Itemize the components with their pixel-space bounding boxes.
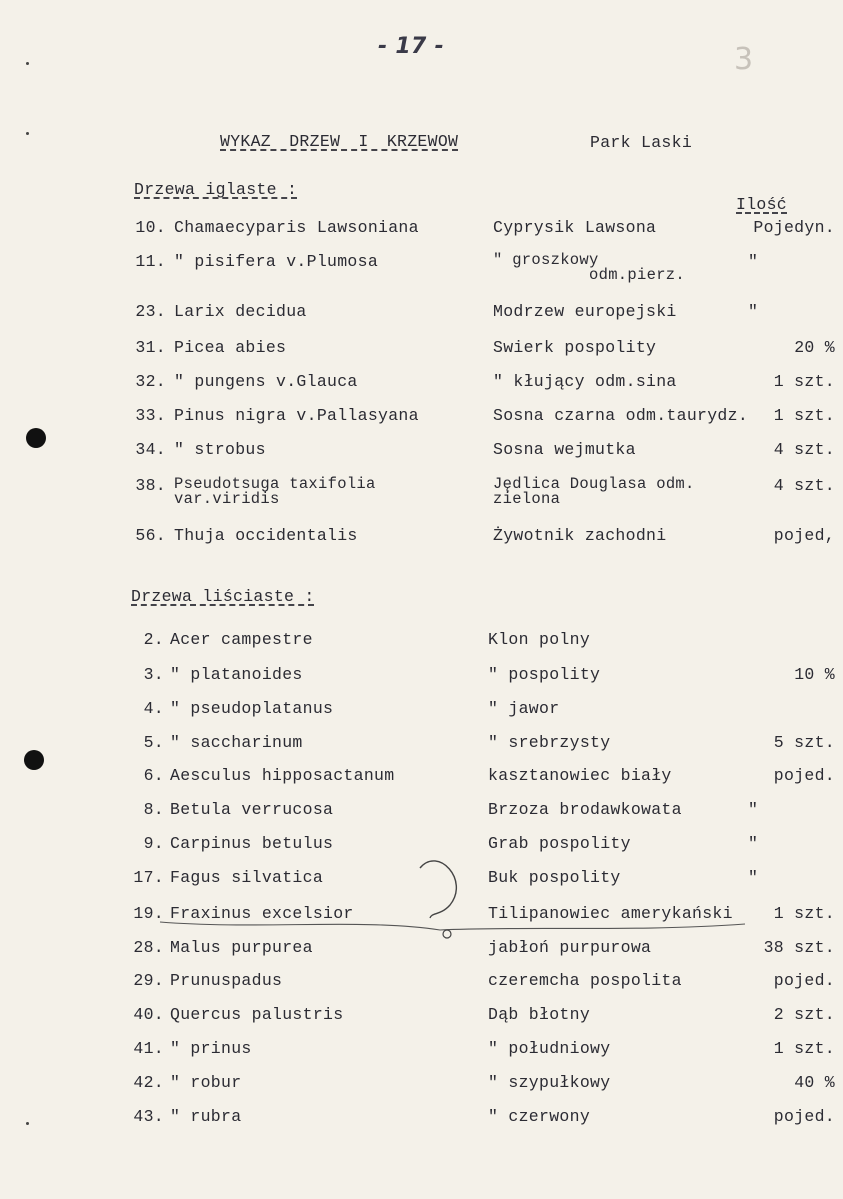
list-item <box>0 733 843 755</box>
latin-name: " rubra <box>170 1107 242 1126</box>
polish-name: Dąb błotny <box>488 1005 591 1024</box>
quantity: 20 % <box>794 338 835 357</box>
margin-dot <box>26 62 29 65</box>
entry-number: 3. <box>143 665 164 684</box>
latin-name: Pseudotsuga taxifolia <box>174 475 376 493</box>
list-item <box>0 699 843 721</box>
entry-number: 43. <box>133 1107 164 1126</box>
quantity: 2 szt. <box>773 1005 835 1024</box>
latin-name: " strobus <box>174 440 266 459</box>
quantity: 4 szt. <box>773 476 835 495</box>
list-item <box>0 218 843 240</box>
list-item <box>0 338 843 360</box>
latin-name-line2: var.viridis <box>174 490 280 508</box>
list-item <box>0 665 843 687</box>
entry-number: 33. <box>135 406 166 425</box>
polish-name-line2: zielona <box>493 490 561 508</box>
list-item <box>0 868 843 890</box>
polish-name: Sosna czarna odm.taurydz. <box>493 406 749 425</box>
polish-name: jabłoń purpurowa <box>488 938 652 957</box>
latin-name: Carpinus betulus <box>170 834 334 853</box>
entry-number: 32. <box>135 372 166 391</box>
latin-name: " pungens v.Glauca <box>174 372 358 391</box>
quantity: 4 szt. <box>773 440 835 459</box>
polish-name: Tilipanowiec amerykański <box>488 904 733 923</box>
polish-name: Grab pospolity <box>488 834 631 853</box>
polish-name: kasztanowiec biały <box>488 766 672 785</box>
latin-name: Prunuspadus <box>170 971 283 990</box>
quantity: 1 szt. <box>773 406 835 425</box>
polish-name: Cyprysik Lawsona <box>493 218 657 237</box>
latin-name: " saccharinum <box>170 733 303 752</box>
page-number: - 17 - <box>378 34 444 59</box>
entry-number: 41. <box>133 1039 164 1058</box>
polish-name: Modrzew europejski <box>493 302 677 321</box>
list-item <box>0 1005 843 1027</box>
entry-number: 56. <box>135 526 166 545</box>
list-item <box>0 630 843 652</box>
list-item <box>0 372 843 394</box>
latin-name: Larix decidua <box>174 302 307 321</box>
latin-name: " pseudoplatanus <box>170 699 334 718</box>
polish-name: Buk pospolity <box>488 868 621 887</box>
polish-name: czeremcha pospolita <box>488 971 682 990</box>
polish-name: Brzoza brodawkowata <box>488 800 682 819</box>
list-item <box>0 1107 843 1129</box>
entry-number: 29. <box>133 971 164 990</box>
deciduous-header: Drzewa liściaste : <box>131 587 315 606</box>
quantity: " <box>748 868 759 887</box>
location-label: Park Laski <box>590 133 693 152</box>
polish-name: " srebrzysty <box>488 733 611 752</box>
quantity: 5 szt. <box>773 733 835 752</box>
conifers-header: Drzewa iglaste : <box>134 180 298 199</box>
entry-number: 17. <box>133 868 164 887</box>
latin-name: Thuja occidentalis <box>174 526 358 545</box>
latin-name: " platanoides <box>170 665 303 684</box>
list-item <box>0 1073 843 1095</box>
pencil-note: 3 <box>734 42 754 77</box>
entry-number: 5. <box>143 733 164 752</box>
polish-name-line2: odm.pierz. <box>589 266 686 284</box>
latin-name: Malus purpurea <box>170 938 313 957</box>
latin-name: Pinus nigra v.Pallasyana <box>174 406 419 425</box>
polish-name: " czerwony <box>488 1107 591 1126</box>
list-item <box>0 475 843 508</box>
polish-name: Sosna wejmutka <box>493 440 636 459</box>
latin-name: Fraxinus excelsior <box>170 904 354 923</box>
quantity: 1 szt. <box>773 1039 835 1058</box>
latin-name: Picea abies <box>174 338 287 357</box>
quantity: " <box>748 302 759 321</box>
polish-name: Jędlica Douglasa odm. <box>493 475 695 493</box>
entry-number: 19. <box>133 904 164 923</box>
entry-number: 40. <box>133 1005 164 1024</box>
quantity: 38 szt. <box>763 938 835 957</box>
list-item <box>0 440 843 462</box>
entry-number: 38. <box>135 476 166 495</box>
list-item <box>0 1039 843 1061</box>
margin-dot <box>26 132 29 135</box>
list-item <box>0 766 843 788</box>
polish-name: " groszkowy <box>493 251 599 269</box>
quantity: pojed. <box>773 766 835 785</box>
document-title: WYKAZ DRZEW I KRZEWOW <box>220 132 459 151</box>
latin-name: Quercus palustris <box>170 1005 344 1024</box>
quantity: 1 szt. <box>773 904 835 923</box>
entry-number: 8. <box>143 800 164 819</box>
list-item <box>0 526 843 548</box>
entry-number: 31. <box>135 338 166 357</box>
quantity: pojed. <box>773 1107 835 1126</box>
quantity: 1 szt. <box>773 372 835 391</box>
entry-number: 42. <box>133 1073 164 1092</box>
list-item <box>0 904 843 926</box>
latin-name: Fagus silvatica <box>170 868 324 887</box>
latin-name: Betula verrucosa <box>170 800 334 819</box>
entry-number: 4. <box>143 699 164 718</box>
quantity: " <box>748 252 759 271</box>
quantity: 10 % <box>794 665 835 684</box>
latin-name: " prinus <box>170 1039 252 1058</box>
quantity: " <box>748 800 759 819</box>
list-item <box>0 406 843 428</box>
polish-name: Żywotnik zachodni <box>493 526 667 545</box>
quantity: " <box>748 834 759 853</box>
latin-name: Chamaecyparis Lawsoniana <box>174 218 419 237</box>
latin-name: Aesculus hipposactanum <box>170 766 395 785</box>
entry-number: 2. <box>143 630 164 649</box>
list-item <box>0 800 843 822</box>
latin-name: " robur <box>170 1073 242 1092</box>
polish-name: " kłujący odm.sina <box>493 372 677 391</box>
polish-name: " szypułkowy <box>488 1073 611 1092</box>
quantity: pojed, <box>773 526 835 545</box>
polish-name: Klon polny <box>488 630 591 649</box>
quantity: 40 % <box>794 1073 835 1092</box>
entry-number: 11. <box>135 252 166 271</box>
latin-name: " pisifera v.Plumosa <box>174 252 379 271</box>
list-item <box>0 971 843 993</box>
latin-name: Acer campestre <box>170 630 313 649</box>
list-item <box>0 302 843 324</box>
quantity-header: Ilość <box>736 195 788 214</box>
entry-number: 9. <box>143 834 164 853</box>
entry-number: 34. <box>135 440 166 459</box>
entry-number: 23. <box>135 302 166 321</box>
list-item <box>0 251 843 284</box>
entry-number: 28. <box>133 938 164 957</box>
entry-number: 6. <box>143 766 164 785</box>
polish-name: " jawor <box>488 699 560 718</box>
polish-name: Swierk pospolity <box>493 338 657 357</box>
polish-name: " południowy <box>488 1039 611 1058</box>
quantity: pojed. <box>773 971 835 990</box>
list-item <box>0 834 843 856</box>
entry-number: 10. <box>135 218 166 237</box>
quantity: Pojedyn. <box>753 218 835 237</box>
list-item <box>0 938 843 960</box>
polish-name: " pospolity <box>488 665 601 684</box>
